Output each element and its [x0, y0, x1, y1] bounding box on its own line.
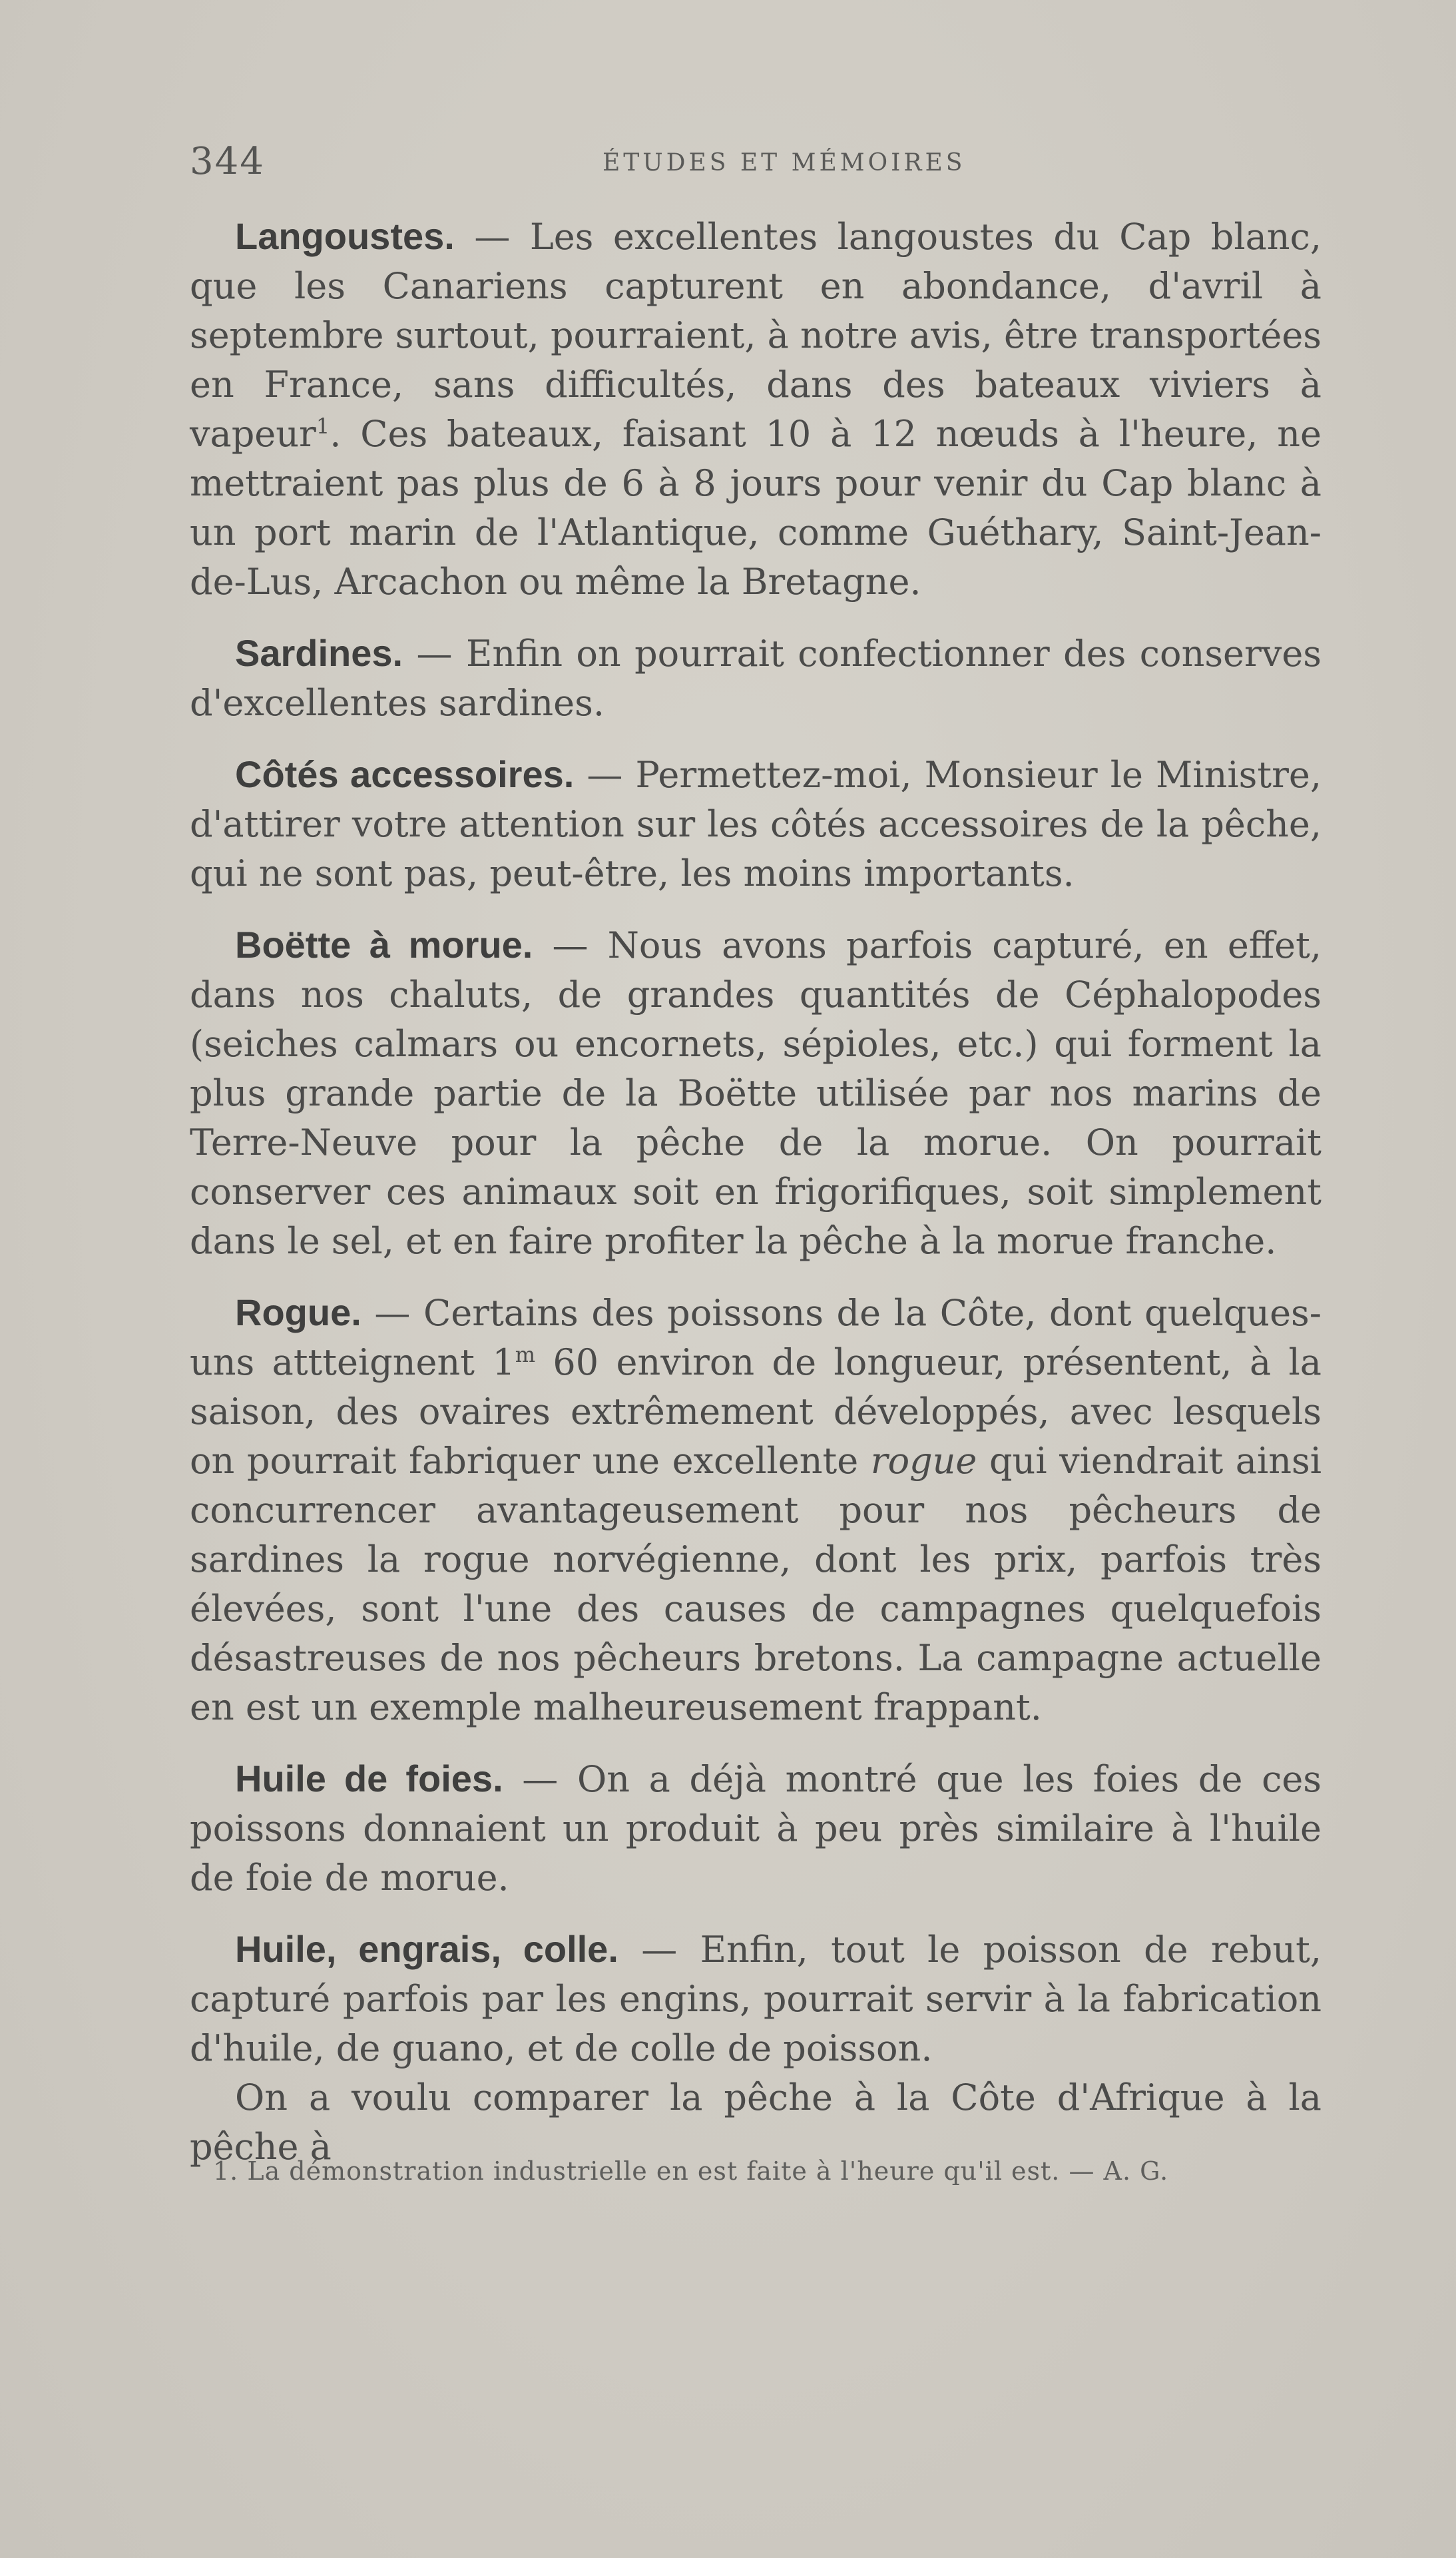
section-heading-rogue: Rogue.	[235, 1291, 362, 1333]
paragraph-text: — Nous avons parfois capturé, en effet, dans nos chaluts, de grandes quantités de Céphalopodes (seiches calmars ou encornets, sépioles, etc.) qui forment la plus grande partie de la Boëtte utilisée par nos marins de Terre-Neuve pour la pêche de la morue. On pourrait conserver ces animaux soit en frigorifiques, soit simplement dans le sel, et en faire profiter la pêche à la morue franche.	[190, 924, 1322, 1262]
paragraph-text: — On a déjà montré que les foies de ces poissons donnaient un produit à peu près similaire à l'huile de foie de morue.	[190, 1758, 1322, 1899]
paragraph-cotes-accessoires	[190, 750, 1322, 898]
section-heading-boette: Boëtte à morue.	[235, 924, 533, 966]
paragraph-huile-engrais	[190, 1925, 1322, 2073]
paragraph-text: — Certains des poissons de la Côte, dont quelques-uns attteignent 1	[190, 1292, 1322, 1383]
paragraph-text: — Permettez-moi, Monsieur le Ministre, d'attirer votre attention sur les côtés accessoires de la pêche, qui ne sont pas, peut-être, les moins importants.	[190, 754, 1322, 894]
footnote-reference: 1	[316, 414, 330, 439]
superscript-unit: m	[515, 1342, 536, 1367]
paragraph-text: — Les excellentes langoustes du Cap blanc, que les Canariens capturent en abondance, d'avril à septembre surtout, pourraient, à notre avis, être transportées en France, sans difficultés, dans des bateaux viviers à vapeur	[190, 216, 1322, 455]
running-head: ÉTUDES ET MÉMOIRES	[603, 149, 966, 176]
section-heading-huile-foies: Huile de foies.	[235, 1758, 503, 1799]
italic-term: rogue	[870, 1440, 977, 1482]
page-header	[190, 140, 1322, 183]
paragraph-text: — Enfin, tout le poisson de rebut, capturé parfois par les engins, pourrait servir à la fabrication d'huile, de guano, et de colle de poisson.	[190, 1929, 1322, 2069]
paragraph-sardines	[190, 629, 1322, 728]
paragraph-text: — Enfin on pourrait confectionner des conserves d'excellentes sardines.	[190, 633, 1322, 724]
body-text	[190, 212, 1322, 2194]
paragraph-continuation: On a voulu comparer la pêche à la Côte d'Afrique à la pêche à	[190, 2077, 1322, 2168]
paragraph-text: 60 environ de longueur, présentent, à la saison, des ovaires extrêmement développés, avec lesquels on pourrait fabriquer une excellente	[190, 1341, 1322, 1482]
page-number: 344	[190, 140, 265, 183]
paragraph-langoustes	[190, 212, 1322, 607]
section-heading-cotes-accessoires: Côtés accessoires.	[235, 753, 575, 795]
section-heading-langoustes: Langoustes.	[235, 215, 455, 257]
section-heading-sardines: Sardines.	[235, 632, 403, 674]
paragraph-rogue	[190, 1288, 1322, 1732]
paragraph-text: qui viendrait ainsi concurrencer avantageusement pour nos pêcheurs de sardines la rogue norvégienne, dont les prix, parfois très élevées, sont l'une des causes de campagnes quelquefois désastreuses de nos pêcheurs bretons. La campagne actuelle en est un exemple malheureusement frappant.	[190, 1440, 1322, 1728]
paragraph-huile-foies	[190, 1754, 1322, 1903]
paragraph-text: . Ces bateaux, faisant 10 à 12 nœuds à l'heure, ne mettraient pas plus de 6 à 8 jours pour venir du Cap blanc à un port marin de l'Atlantique, comme Guéthary, Saint-Jean-de-Lus, Arcachon ou même la Bretagne.	[190, 413, 1322, 603]
paragraph-boette	[190, 920, 1322, 1266]
footnote: 1. La démonstration industrielle en est faite à l'heure qu'il est. — A. G.	[213, 2156, 1169, 2186]
section-heading-huile-engrais: Huile, engrais, colle.	[235, 1928, 618, 1970]
